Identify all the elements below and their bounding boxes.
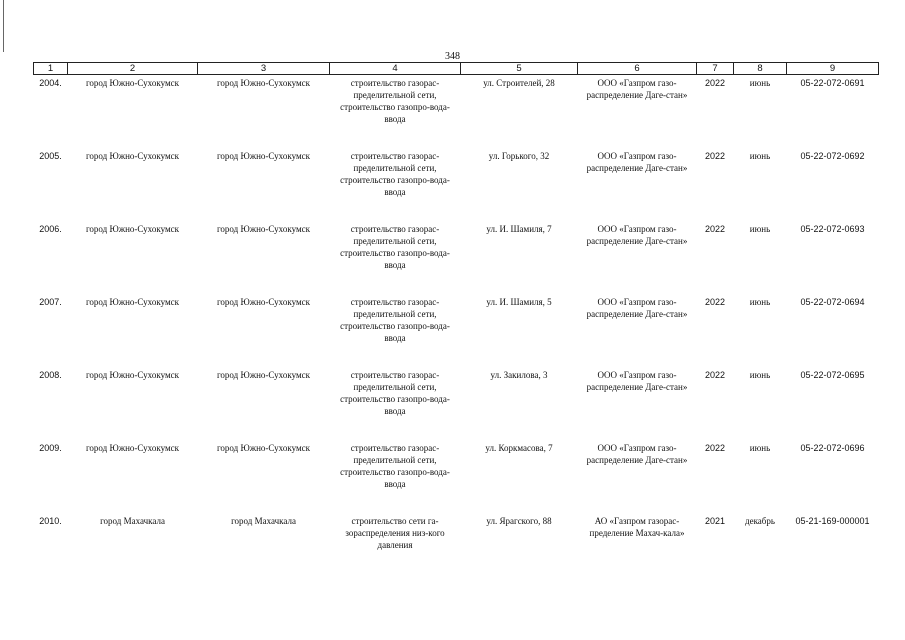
year-cell: 2022 <box>704 369 726 380</box>
organization-cell: ООО «Газпром газо-распределение Даге-стан» <box>586 369 688 392</box>
column-header: 3 <box>198 63 330 75</box>
table-row <box>34 513 879 586</box>
year-cell: 2022 <box>704 442 726 453</box>
code-cell: 05-22-072-0692 <box>800 150 865 161</box>
column-header: 8 <box>734 63 787 75</box>
row-number: 2009. <box>39 442 62 453</box>
month-cell: июнь <box>749 296 771 307</box>
district-cell: город Южно-Сухокумск <box>85 296 180 307</box>
month-cell: июнь <box>749 223 771 234</box>
row-number: 2005. <box>39 150 62 161</box>
code-cell: 05-22-072-0694 <box>800 296 865 307</box>
organization-cell: ООО «Газпром газо-распределение Даге-стан» <box>586 296 688 319</box>
settlement-cell: город Южно-Сухокумск <box>216 369 311 380</box>
year-cell: 2022 <box>704 296 726 307</box>
code-cell: 05-22-072-0691 <box>800 78 865 88</box>
settlement-cell: город Южно-Сухокумск <box>216 150 311 161</box>
column-header: 5 <box>461 63 578 75</box>
column-header: 2 <box>68 63 198 75</box>
district-cell: город Южно-Сухокумск <box>85 150 180 161</box>
month-cell: июнь <box>749 369 771 380</box>
code-cell: 05-22-072-0696 <box>800 442 865 453</box>
settlement-cell: город Южно-Сухокумск <box>216 296 311 307</box>
column-header: 1 <box>34 63 68 75</box>
column-header: 4 <box>330 63 461 75</box>
address-cell: ул. Закилова, 3 <box>490 369 548 380</box>
column-header: 9 <box>787 63 879 75</box>
code-cell: 05-22-072-0693 <box>800 223 865 234</box>
row-number: 2006. <box>39 223 62 234</box>
row-number: 2010. <box>39 515 62 526</box>
settlement-cell: город Южно-Сухокумск <box>216 442 311 453</box>
organization-cell: АО «Газпром газорас-пределение Махач-кала» <box>589 515 685 538</box>
organization-cell: ООО «Газпром газо-распределение Даге-стан» <box>586 223 688 246</box>
settlement-cell: город Махачкала <box>231 515 296 526</box>
table-row <box>34 440 879 513</box>
month-cell: июнь <box>749 442 771 453</box>
page-number: 348 <box>445 51 460 62</box>
table-row <box>34 294 879 367</box>
year-cell: 2022 <box>704 78 726 88</box>
margin-rule <box>3 0 4 52</box>
work-cell: строительство сети га-зораспределения низ-кого давления <box>345 515 445 550</box>
code-cell: 05-22-072-0695 <box>800 369 865 380</box>
work-cell: строительство газорас-пределительной сети, строительство газопро-вода-ввода <box>340 150 450 197</box>
register-table <box>33 62 879 586</box>
table-row <box>34 75 879 148</box>
address-cell: ул. И. Шамиля, 7 <box>486 223 552 234</box>
address-cell: ул. Горького, 32 <box>488 150 550 161</box>
column-number-row <box>34 63 879 75</box>
code-cell: 05-21-169-000001 <box>795 515 870 526</box>
year-cell: 2022 <box>704 150 726 161</box>
column-header: 6 <box>578 63 697 75</box>
district-cell: город Южно-Сухокумск <box>85 369 180 380</box>
organization-cell: ООО «Газпром газо-распределение Даге-стан» <box>586 442 688 465</box>
month-cell: декабрь <box>745 515 775 526</box>
year-cell: 2022 <box>704 223 726 234</box>
row-number: 2007. <box>39 296 62 307</box>
settlement-cell: город Южно-Сухокумск <box>216 78 311 88</box>
work-cell: строительство газорас-пределительной сети, строительство газопро-вода-ввода <box>340 369 450 416</box>
address-cell: ул. Ярагского, 88 <box>486 515 552 526</box>
month-cell: июнь <box>749 150 771 161</box>
table-row <box>34 148 879 221</box>
work-cell: строительство газорас-пределительной сети, строительство газопро-вода-ввода <box>340 78 450 124</box>
work-cell: строительство газорас-пределительной сети, строительство газопро-вода-ввода <box>340 296 450 343</box>
table-row <box>34 367 879 440</box>
district-cell: город Южно-Сухокумск <box>85 223 180 234</box>
row-number: 2004. <box>39 78 62 88</box>
column-header: 7 <box>697 63 734 75</box>
district-cell: город Махачкала <box>100 515 165 526</box>
organization-cell: ООО «Газпром газо-распределение Даге-стан» <box>586 150 688 173</box>
month-cell: июнь <box>749 78 771 88</box>
row-number: 2008. <box>39 369 62 380</box>
district-cell: город Южно-Сухокумск <box>85 442 180 453</box>
year-cell: 2021 <box>704 515 726 526</box>
address-cell: ул. Коркмасова, 7 <box>485 442 553 453</box>
table-row <box>34 221 879 294</box>
address-cell: ул. И. Шамиля, 5 <box>486 296 552 307</box>
district-cell: город Южно-Сухокумск <box>85 78 180 88</box>
settlement-cell: город Южно-Сухокумск <box>216 223 311 234</box>
organization-cell: ООО «Газпром газо-распределение Даге-стан» <box>586 78 688 100</box>
work-cell: строительство газорас-пределительной сети, строительство газопро-вода-ввода <box>340 442 450 489</box>
address-cell: ул. Строителей, 28 <box>483 78 555 88</box>
work-cell: строительство газорас-пределительной сети, строительство газопро-вода-ввода <box>340 223 450 270</box>
